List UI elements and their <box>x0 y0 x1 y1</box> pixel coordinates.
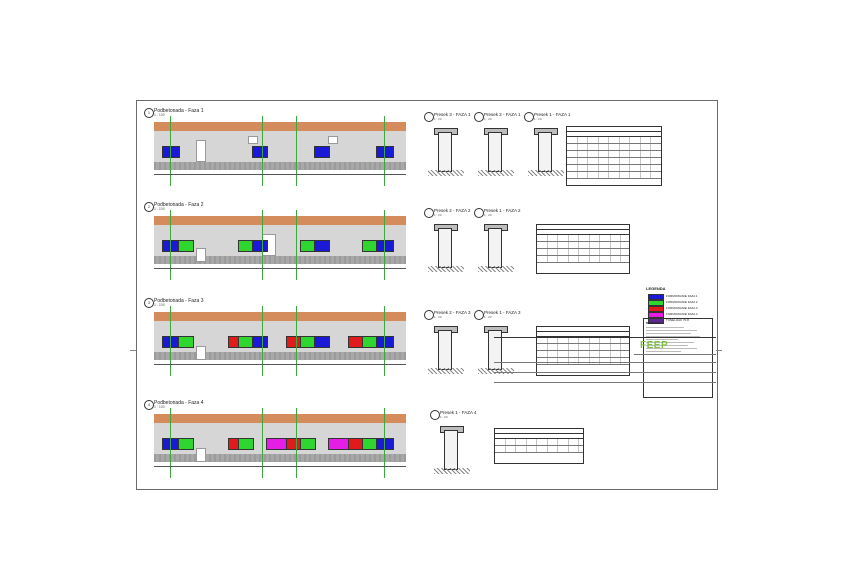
table-row <box>537 256 629 263</box>
section-presek-1-faza-1 <box>524 112 571 192</box>
formwork-panel-faza-4 <box>266 438 288 450</box>
section-wall <box>438 228 452 268</box>
company-logo: FEEP <box>640 340 669 351</box>
section-title: Presek 2 - FAZA 3 <box>434 310 471 315</box>
roof-band <box>154 414 406 423</box>
note-line <box>646 327 684 328</box>
grid-line <box>262 210 263 280</box>
title-block-rule <box>634 354 716 355</box>
table-row <box>537 235 629 242</box>
section-marker <box>424 310 434 320</box>
formwork-panel-faza-1 <box>376 438 394 450</box>
section-title: Presek 1 - FAZA 2 <box>484 208 521 213</box>
formwork-panel-faza-2 <box>178 240 194 252</box>
section-wall <box>444 430 458 470</box>
door <box>196 448 206 462</box>
title-block-rule <box>494 362 716 363</box>
grid-line <box>262 116 263 186</box>
sheet-tick-left <box>130 350 136 351</box>
title-block-rule <box>494 382 716 383</box>
table-row <box>567 165 661 172</box>
formwork-panel-faza-2 <box>238 438 254 450</box>
table-row <box>537 249 629 256</box>
table-row <box>537 242 629 249</box>
grid-line <box>262 306 263 376</box>
sheet-tick-right <box>716 350 722 351</box>
notes-title: MATERIALI <box>646 321 663 325</box>
legend-title: LEGENDA <box>646 286 666 291</box>
formwork-panel-faza-2 <box>178 438 194 450</box>
grid-line <box>384 306 385 376</box>
grid-line <box>296 116 297 186</box>
grid-line <box>262 408 263 478</box>
section-wall <box>488 228 502 268</box>
section-scale: 1 : 20 <box>484 213 492 217</box>
table-row <box>495 439 583 446</box>
grid-line <box>296 408 297 478</box>
grid-line <box>296 210 297 280</box>
section-presek-2-faza-1 <box>474 112 521 192</box>
section-ground <box>428 368 464 374</box>
section-title: Presek 1 - FAZA 3 <box>484 310 521 315</box>
section-title: Presek 2 - FAZA 1 <box>484 112 521 117</box>
section-scale: 1 : 20 <box>434 213 442 217</box>
section-scale: 1 : 20 <box>484 117 492 121</box>
elevation-scale: 1 : 100 <box>154 405 165 409</box>
formwork-panel-faza-1 <box>252 146 268 158</box>
elevation-scale: 1 : 100 <box>154 303 165 307</box>
section-title: Presek 2 - FAZA 2 <box>434 208 471 213</box>
section-presek-2-faza-3 <box>424 310 471 390</box>
formwork-panel-faza-1 <box>252 336 268 348</box>
title-block <box>494 337 716 390</box>
legend-label: FORMOWANIE FAZA 1 <box>666 294 698 298</box>
table-row <box>567 151 661 158</box>
section-ground <box>528 170 564 176</box>
section-ground <box>478 266 514 272</box>
section-marker <box>424 208 434 218</box>
elevation-title: Podbetonada - Faza 3 <box>154 298 204 304</box>
section-marker <box>524 112 534 122</box>
grid-line <box>384 210 385 280</box>
section-scale: 1 : 20 <box>484 315 492 319</box>
section-wall <box>438 132 452 172</box>
section-title: Presek 3 - FAZA 1 <box>434 112 471 117</box>
legend-label: FORMOWANIE FAZA 2 <box>666 300 698 304</box>
roof-band <box>154 312 406 321</box>
section-scale: 1 : 20 <box>434 315 442 319</box>
elevation-faza-4 <box>144 400 406 480</box>
table-row <box>567 144 661 151</box>
window <box>248 136 258 144</box>
elevation-scale: 1 : 100 <box>154 113 165 117</box>
section-presek-2-faza-2 <box>424 208 471 288</box>
plinth <box>154 162 406 170</box>
elevation-title: Podbetonada - Faza 4 <box>154 400 204 406</box>
schedule-table-faza-4 <box>494 428 584 464</box>
section-presek-1-faza-4 <box>430 410 477 490</box>
section-scale: 1 : 20 <box>434 117 442 121</box>
section-wall <box>538 132 552 172</box>
section-marker <box>474 112 484 122</box>
grid-line <box>170 408 171 478</box>
elevation-faza-2 <box>144 202 406 282</box>
section-title: Presek 1 - FAZA 1 <box>534 112 571 117</box>
window <box>328 136 338 144</box>
formwork-panel-faza-1 <box>162 146 180 158</box>
roof-band <box>154 122 406 131</box>
schedule-table-faza-2 <box>536 224 630 274</box>
grid-line <box>296 306 297 376</box>
section-ground <box>434 468 470 474</box>
plinth <box>154 454 406 462</box>
elevation-scale: 1 : 100 <box>154 207 165 211</box>
section-ground <box>428 170 464 176</box>
door <box>196 140 206 162</box>
elevation-title: Podbetonada - Faza 1 <box>154 108 204 114</box>
formwork-panel-faza-4 <box>328 438 350 450</box>
section-presek-3-faza-1 <box>424 112 471 192</box>
dimension-line <box>154 174 406 175</box>
dimension-line <box>154 466 406 467</box>
wall <box>154 131 406 162</box>
formwork-panel-faza-1 <box>376 336 394 348</box>
section-title: Presek 1 - FAZA 4 <box>440 410 477 415</box>
view-number-marker: 2 <box>144 202 154 212</box>
section-marker <box>474 310 484 320</box>
section-ground <box>428 266 464 272</box>
table-row <box>495 446 583 453</box>
formwork-panel-faza-1 <box>314 336 330 348</box>
grid-line <box>170 116 171 186</box>
section-ground <box>478 170 514 176</box>
section-marker <box>424 112 434 122</box>
section-scale: 1 : 20 <box>534 117 542 121</box>
table-row <box>567 172 661 179</box>
formwork-panel-faza-2 <box>300 438 316 450</box>
formwork-panel-faza-1 <box>314 240 330 252</box>
section-marker <box>430 410 440 420</box>
note-line <box>646 330 697 331</box>
elevation-faza-3 <box>144 298 406 378</box>
elevation-faza-1 <box>144 108 406 188</box>
formwork-panel-faza-1 <box>314 146 330 158</box>
dimension-line <box>154 364 406 365</box>
legend-label: TUNELIJAK 70.8 <box>666 318 689 322</box>
view-number-marker: 1 <box>144 108 154 118</box>
formwork-panel-faza-1 <box>252 240 268 252</box>
formwork-panel-faza-2 <box>178 336 194 348</box>
section-wall <box>488 132 502 172</box>
legend-label: FORMOWANIE FAZA 3 <box>666 306 698 310</box>
grid-line <box>384 408 385 478</box>
view-number-marker: 3 <box>144 298 154 308</box>
door <box>196 346 206 360</box>
section-presek-1-faza-2 <box>474 208 521 288</box>
plinth <box>154 352 406 360</box>
elevation-title: Podbetonada - Faza 2 <box>154 202 204 208</box>
door <box>196 248 206 262</box>
legend-label: FORMOWANIE FAZA 4 <box>666 312 698 316</box>
view-number-marker: 4 <box>144 400 154 410</box>
plinth <box>154 256 406 264</box>
schedule-table-faza-1 <box>566 126 662 186</box>
dimension-line <box>154 268 406 269</box>
formwork-panel-faza-1 <box>376 146 394 158</box>
formwork-panel-faza-1 <box>376 240 394 252</box>
grid-line <box>384 116 385 186</box>
grid-line <box>170 306 171 376</box>
table-row <box>567 137 661 144</box>
roof-band <box>154 216 406 225</box>
section-scale: 1 : 20 <box>440 415 448 419</box>
grid-line <box>170 210 171 280</box>
note-line <box>646 333 691 334</box>
section-wall <box>438 330 452 370</box>
section-marker <box>474 208 484 218</box>
title-block-rule <box>494 372 716 373</box>
table-row <box>567 158 661 165</box>
